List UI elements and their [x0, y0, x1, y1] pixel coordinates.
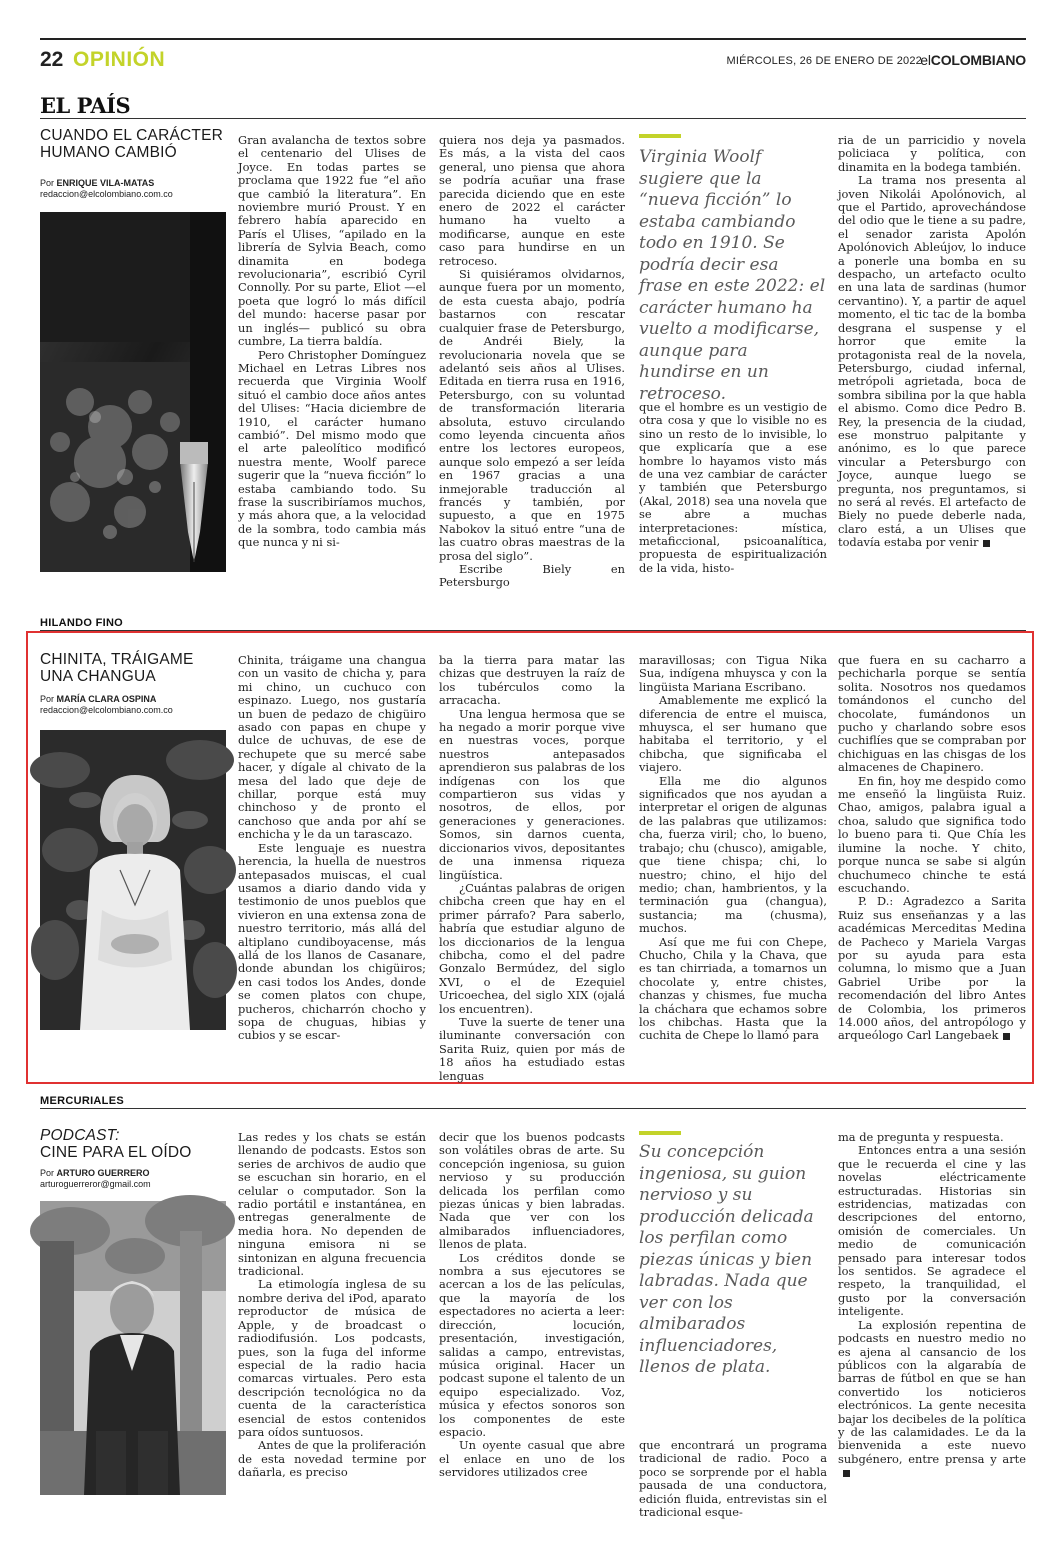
byline-prefix: Por	[40, 1168, 55, 1178]
paragraph: decir que los buenos podcasts son volátiles obras de arte. Su concepción ingeniosa, su guion nervioso y su producción delicada los perfilan como piezas únicas y bien labradas. Nada que ver con los almibarados influenciadores, llenos de plata.	[439, 1130, 625, 1252]
article3-col2	[439, 1131, 625, 1549]
headline-rest: CINE PARA EL OÍDO	[40, 1144, 192, 1161]
paragraph: ba la tierra para matar las chizas que destruyen la raíz de los tubérculos como la arracacha.	[439, 653, 625, 708]
paragraph: Así que me fui con Chepe, Chucho, Chila y la Chava, que es tan chirriada, a tomarnos un chocolate y, entre chistes, chanzas y chismes, fue mucha la cháchara que echamos sobre los chibchas. Hasta que la cuchita de Chepe lo llamó para	[639, 934, 827, 1043]
paragraph	[838, 1319, 1026, 1480]
pullquote-accent-bar	[639, 134, 681, 138]
paragraph: Antes de que la proliferación de esta novedad termine por dañarla, es preciso	[238, 1438, 426, 1480]
paragraph: ria de un parricidio y novela policiaca y política, con dinamita en la bodega también.	[838, 133, 1026, 174]
article2-col1	[238, 654, 426, 1076]
paragraph: Los créditos donde se nombra a sus ejecutores se acercan a los de las películas, que la mayoría de los espectadores no acierta a leer: dirección, locución, presentación, investigación, salidas a campo, entrevistas, música original. Hacer un podcast supone el talento de un equipo especializado. Voz, música y efectos sonoros son los componentes de este espacio.	[439, 1250, 625, 1439]
article3-col1	[238, 1131, 426, 1549]
article1-email: redaccion@elcolombiano.com.co	[40, 189, 173, 199]
article3-col3	[639, 1439, 827, 1549]
paragraph: maravillosas; con Tigua Nika Sua, indígena mhuysca y con la lingüista Mariana Escribano.	[639, 653, 827, 694]
end-mark	[983, 540, 990, 547]
article2-col2	[439, 653, 625, 1083]
paragraph: Un oyente casual que abre el enlace en uno de los servidores utilizados cree	[439, 1438, 625, 1480]
paragraph: ma de pregunta y respuesta.	[838, 1130, 1004, 1144]
article2-headline: CHINITA, TRÁIGAME UNA CHANGUA	[40, 651, 194, 685]
article2-author-photo	[40, 730, 226, 1030]
page-number: 22	[40, 48, 64, 71]
author-portrait	[40, 1201, 226, 1495]
paragraph: Tuve la suerte de tener una iluminante conversación con Sarita Ruiz, quien por más de 18 años ha estudiado estas lenguas	[439, 1014, 625, 1083]
article2-col4	[838, 654, 1026, 1076]
article1-col4	[838, 134, 1026, 582]
paragraph	[838, 895, 1026, 1042]
paragraph: quiera nos deja ya pasmados. Es más, a la vista del caos general, uno piensa que ahora se podría acuñar una frase parecida diciendo que en este enero de 2022 el carácter humano ha vuelto a modificarse, aunque en este caso para hundirse en un retroceso.	[439, 133, 625, 268]
article3-headline	[40, 1127, 228, 1161]
section-rule	[40, 118, 1026, 119]
article1-byline	[40, 178, 230, 200]
end-mark	[843, 1470, 850, 1477]
section-name: OPINIÓN	[73, 48, 166, 71]
article3-byline	[40, 1168, 230, 1190]
paragraph: Pero Christopher Domínguez Michael en Letras Libres nos recuerda que Virginia Woolf situó el cambio doce años antes del Ulises: “Hacia diciembre de 1910, el carácter humano cambió”. Del mismo modo que el arte paleolítico modificó nuestra mente, Woolf parece sugerir que la “nueva ficción” lo estaba cambiando todo. Su frase la suscribiríamos muchos, y más ahora que, a la velocidad de la sombra, todo cambia más que nunca y ni si-	[238, 347, 426, 550]
paragraph: Este lenguaje es nuestra herencia, la huella de nuestros antepasados muiscas, el cual usamos a diario dando vida y testimonio de unos pueblos que vivieron en una extensa zona de nuestro territorio, más allá del altiplano cundiboyacense, más allá de los llanos de Casanare, donde abundan los chigüiros; en casi todos los Andes, donde se comen platos con chupe, pucheros, chicharrón chocho y sopa de chuguas, hibias y cubios y se escar-	[238, 840, 426, 1043]
byline-prefix: Por	[40, 694, 55, 704]
article2-email: redaccion@elcolombiano.com.co	[40, 705, 173, 715]
paragraph-text: P. D.: Agradezco a Sarita Ruiz sus enseñanzas y a las académicas Merceditas Medina de Pacheco y Mariela Vargas por su ayuda para esta columna, lo mismo que a Juan Gabriel Uribe por la recomendación del libro Antes de Colombia, los primeros 14.000 años, del antropólogo y arqueólogo Carl Langebaek	[838, 894, 1026, 1043]
article1-author: ENRIQUE VILA-MATAS	[56, 178, 155, 188]
header-date: MIÉRCOLES, 26 DE ENERO DE 2022	[726, 55, 922, 67]
paragraph: En fin, hoy me despido como me enseñó la lingüista Ruiz. Chao, amigos, palabra igual a choa, saludo que significa todo lo bueno para ti. Que Chía les ilumine la noche. Y chito, porque nunca se sabe si algún chuchumeco chinche te está escuchando.	[838, 773, 1026, 895]
article3-email: arturoguerreror@gmail.com	[40, 1179, 151, 1189]
article1-pullquote: Virginia Woolf sugiere que la “nueva ficción” lo estaba cambiando todo en 1910. Se podría decir esa frase en este 2022: el carácter humano ha vuelto a modificarse, aunque para hundirse en un retroceso.	[639, 147, 826, 404]
article1-col2	[439, 133, 625, 590]
paragraph: Ella me dio algunos significados que nos ayudan a interpretar el origen de algunas de las palabras que utilizamos: cha, fuerza viril; cho, lo bueno, trabajo; chu (chusco), amigable, que tiene chispa; chi, lo nuestro; chino, el hijo del medio; chan, hambrientos, y la terminación gua (changua), sustancia; ma (chusma), muchos.	[639, 773, 827, 936]
paragraph: que encontrará un programa tradicional de radio. Poco a poco se sorprende por el habla pausada de una conductora, edición fluida, entrevistas sin el tradicional esque-	[639, 1438, 827, 1520]
paragraph: Una lengua hermosa que se ha negado a morir porque vive en nuestras voces, porque nuestros antepasados aprendieron sus palabras de los indígenas con los que compartieron sus vidas y nosotros, de ellos, por generaciones y generaciones. Somos, sin darnos cuenta, diccionarios vivos, depositantes de una inmensa riqueza lingüística.	[439, 706, 625, 882]
fountain-pen-illustration	[40, 212, 226, 572]
paragraph-text: La explosión repentina de podcasts en nuestro medio no es ajena al cansancio de los públicos con la algarabía de barras de fútbol en que se han convertido los noticieros electrónicos. La gente necesita bajar los decibeles de la política y de las calamidades. Le da la bienvenida a este nuevo subgénero, entre prensa y arte	[838, 1317, 1026, 1466]
paragraph: Las redes y los chats se están llenando de podcasts. Estos son series de archivos de audio que se escuchan sin horario, en el celular o computador. Son la radio portátil e instantánea, en entregas generalmente de media hora. No dependen de ninguna emisora ni se sintonizan en alguna frecuencia tradicional.	[238, 1130, 426, 1279]
paragraph: que el hombre es un vestigio de otra cosa y que lo visible no es sino un resto de lo invisible, lo que explicaría que a ese hombre lo hayamos visto más de una vez cambiar de carácter y también que Petersburgo (Akal, 2018) sea una novela que se abre a muchas interpretaciones: mística, metaficcional, psicoanalítica, propuesta de espiritualización de la vida, histo-	[639, 400, 827, 575]
article3-author-photo	[40, 1201, 226, 1495]
section-label-mercuriales: MERCURIALES	[40, 1095, 124, 1107]
paragraph	[838, 174, 1026, 549]
newspaper-logo	[920, 52, 1026, 68]
paragraph: Si quisiéramos olvidarnos, aunque fuera por un momento, de esta cuesta abajo, podría bastarnos con rescatar cualquier frase de Petersburgo, de Andréi Biely, la revolucionaria novela que se adelantó seis años al Ulises. Editada en tierra rusa en 1916, Petersburgo, con su voluntad de transformación literaria absoluta, estuvo circulando como leyenda cincuenta años entre los lectores europeos, aunque solo empezó a ser leída en 1967 gracias a una inmejorable traducción al francés y también, por supuesto, a que en 1975 Nabokov la situó entre “una de las cuatro obras maestras de la prosa del siglo”.	[439, 267, 625, 563]
paragraph: Chinita, tráigame una changua con un vasito de chicha y, para mi chino, un cuchuco con espinazo. Luego, nos gustaría un buen de pedazo de chigüiro asado con papas en chupe y dulce de uchuvas, de ese de rechupete que su mercé sabe hacer, y dígale al chivato de la mesa del lado que deje de chillar, porque está muy chinchoso y de pronto el canchoso que anda por ahí se enchicha y le da un tarascazo.	[238, 653, 426, 842]
byline-prefix: Por	[40, 178, 55, 188]
section-rule	[40, 1108, 1026, 1109]
article3-author: ARTURO GUERRERO	[56, 1168, 150, 1178]
logo-prefix: el	[920, 52, 931, 68]
pullquote-accent-bar	[639, 1131, 681, 1135]
article3-col4	[838, 1131, 1026, 1549]
paragraph: Amablemente me explicó la diferencia de entre el muisca, mhuysca, el ser humano que habitaba el territorio, y el chibcha, que significaba el viajero.	[639, 693, 827, 775]
article1-illustration	[40, 212, 226, 572]
article3-pullquote: Su concepción ingeniosa, su guion nervioso y su producción delicada los perfilan como piezas únicas y bien labradas. Nada que ver con los almibarados influenciadores, llenos de plata.	[639, 1142, 814, 1377]
article2-col3	[639, 654, 827, 1076]
paragraph: ¿Cuántas palabras de origen chibcha creen que hay en el primer párrafo? Para saberlo, habría que estudiar alguno de los diccionarios de la lengua chibcha, como el del padre Gonzalo Bermúdez, del siglo XVI, o el de Ezequiel Uricoechea, del siglo XIX (ojalá los encuentren).	[439, 880, 625, 1016]
paragraph-text: La trama nos presenta al joven Nikolái Apolónovich, al que el Partido, aprovechándose del odio que le tiene a su padre, el senador zarista Apolón Apolónovich Ableújov, lo induce a ponerle una bomba en su despacho, un artefacto oculto en una lata de sardinas (humor cervantino). Y, a partir de aquel momento, el tic tac de la bomba desgrana el suspense y el horror que emite la protagonista real de la novela, Petersburgo, ciudad infernal, metrópoli agrietada, boca de sombra sibilina por la que habla el abismo. Como dice Pedro B. Rey, la presencia de la ciudad, ese monstruo palpitante y anónimo, es lo que parece vincular a Petersburgo con Joyce, aunque luego se pregunta, nos preguntamos, si no será al revés. El artefacto de Biely no puede deberle nada, claro está, a un Ulises que todavía estaba por venir	[838, 173, 1026, 550]
author-portrait	[40, 730, 226, 1030]
paragraph: que fuera en su cacharro a pechicharla porque se sentía solita. Nosotros nos quedamos tomándonos el cuncho del chocolate, fumándonos un pucho y charlando sobre esos cuchiflíes que se compraban por chichiguas en las chisgas de los almacenes de Chapinero.	[838, 653, 1026, 775]
end-mark	[1003, 1033, 1010, 1040]
article1-col1	[238, 134, 426, 582]
headline-italic: PODCAST:	[40, 1127, 120, 1144]
paragraph: La etimología inglesa de su nombre deriva del iPod, aparato reproductor de música de Apple, y de broadcast o radiodifusión. Los podcasts, pues, son la fuga del informe especial de la radio hacia comarcas virtuales. Pero esta descripción tecnológica no da cuenta de la característica esencial de estos contenidos para oídos suntuosos.	[238, 1277, 426, 1439]
el-pais-logo: EL PAÍS	[40, 93, 131, 118]
article1-col3	[639, 401, 827, 582]
paragraph: Gran avalancha de textos sobre el centenario del Ulises de Joyce. En todas partes se proclama que 1922 fue “el año que cambió la literatura”. En noviembre murió Proust. Y en febrero había aparecido en París el Ulises, “apilado en la librería de Sylvia Beach, como dinamita en bodega revolucionaria”, escribió Cyril Connolly. Por su parte, Eliot —el poeta que logró lo más difícil del mundo: hacerse pasar por un inglés— publicó su obra cumbre, La tierra baldía.	[238, 133, 426, 349]
article1-headline: CUANDO EL CARÁCTER HUMANO CAMBIÓ	[40, 127, 224, 161]
article2-author: MARÍA CLARA OSPINA	[56, 694, 157, 704]
paragraph: Escribe Biely en Petersburgo	[439, 562, 625, 590]
article2-byline	[40, 694, 230, 716]
paragraph: Entonces entra a una sesión que le recuerda el cine y las novelas eléctricamente estructuradas. Historias sin estridencias, matizadas con descripciones del entorno, omisión de comerciales. Un medio de comunicación pensado para interesar todos los sentidos. Se agradece el respeto, la tranquilidad, el gusto por la conversación inteligente.	[838, 1143, 1026, 1319]
top-rule	[40, 38, 1026, 40]
section-label-hilando-fino: HILANDO FINO	[40, 617, 124, 629]
logo-name: COLOMBIANO	[930, 52, 1026, 68]
